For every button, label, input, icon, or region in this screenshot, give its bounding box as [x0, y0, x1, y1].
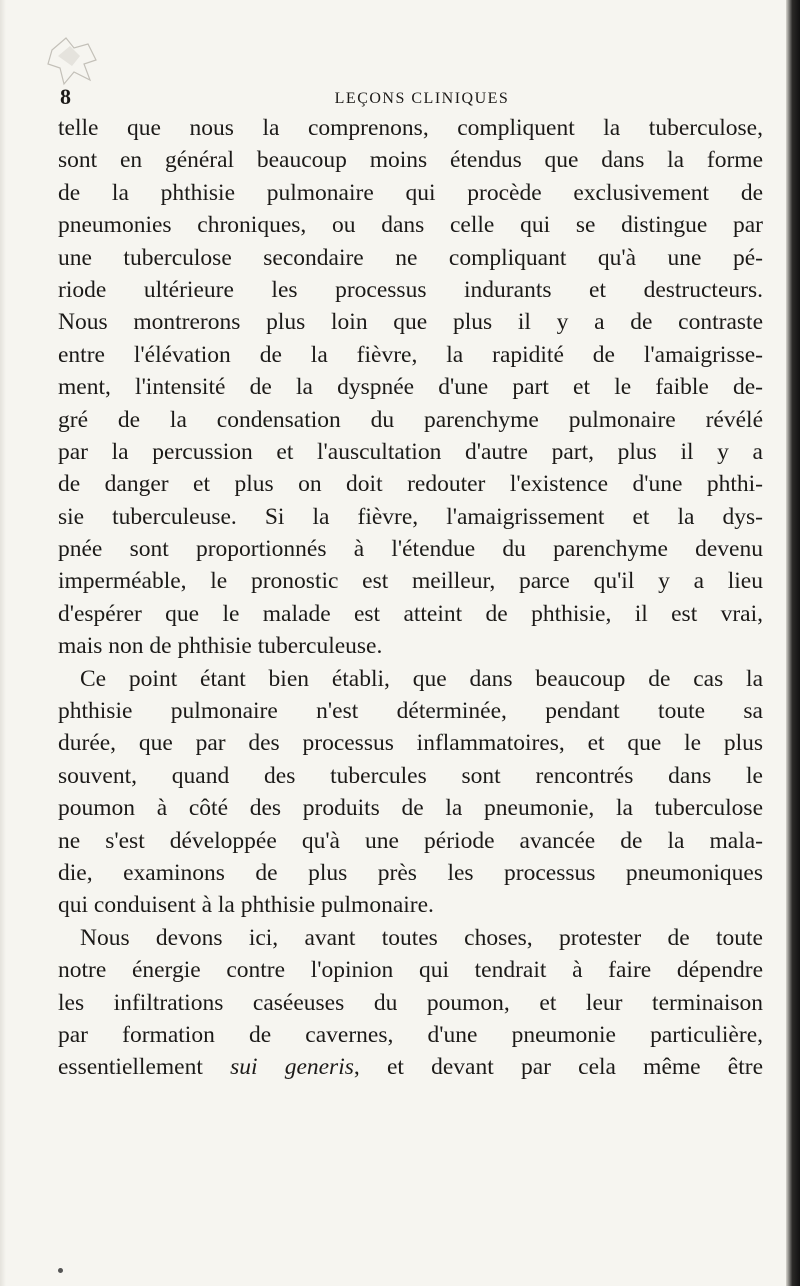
running-head: LEÇONS CLINIQUES — [334, 90, 510, 107]
text-line: Nous devons ici, avant toutes choses, protester de toute — [80, 924, 763, 951]
paragraph-1 — [58, 112, 763, 663]
text-line: telle que nous la comprenons, compliquent la tuberculose, — [58, 115, 763, 141]
text-line: une tuberculose secondaire ne compliquant qu'à une pé- — [58, 244, 763, 271]
text-line: de la phthisie pulmonaire qui procède exclusivement de — [58, 179, 763, 206]
text-line: notre énergie contre l'opinion qui tendrait à faire dépendre — [58, 957, 763, 984]
text-line: poumon à côté des produits de la pneumonie, la tuberculose — [58, 795, 763, 822]
text-segment: essentiellement — [58, 1054, 231, 1081]
paragraph-2 — [58, 663, 763, 922]
text-line: riode ultérieure les processus indurants et destructeurs. — [58, 276, 763, 303]
text-line-with-italic — [58, 1051, 763, 1083]
text-line: d'espérer que le malade est atteint de phthisie, il est vrai, — [58, 600, 763, 627]
text-line: Nous montrerons plus loin que plus il y a de contraste — [58, 309, 763, 336]
text-line: par la percussion et l'auscultation d'autre part, plus il y a — [58, 438, 763, 465]
text-line: de danger et plus on doit redouter l'existence d'une phthi- — [58, 471, 763, 498]
text-line: gré de la condensation du parenchyme pulmonaire révélé — [58, 406, 763, 433]
page-left-edge — [0, 0, 6, 1286]
text-line: pnée sont proportionnés à l'étendue du parenchyme devenu — [58, 536, 763, 563]
text-line: sie tuberculeuse. Si la fièvre, l'amaigrissement et la dys- — [58, 503, 763, 530]
text-line: phthisie pulmonaire n'est déterminée, pendant toute sa — [58, 698, 763, 725]
text-line: les infiltrations caséeuses du poumon, et leur terminaison — [58, 989, 763, 1016]
text-line: mais non de phthisie tuberculeuse. — [58, 633, 383, 660]
text-line: sont en général beaucoup moins étendus que dans la forme — [58, 147, 763, 174]
text-line: Ce point étant bien établi, que dans beaucoup de cas la — [80, 665, 763, 692]
text-line: imperméable, le pronostic est meilleur, parce qu'il y a lieu — [58, 568, 763, 595]
paragraph-3 — [58, 922, 763, 1084]
text-line: pneumonies chroniques, ou dans celle qui se distingue par — [58, 212, 763, 239]
page-right-edge — [786, 0, 800, 1286]
page-number: 8 — [60, 84, 71, 109]
text-line: par formation de cavernes, d'une pneumonie particulière, — [58, 1021, 763, 1048]
text-line: qui conduisent à la phthisie pulmonaire. — [58, 892, 434, 919]
text-line: ment, l'intensité de la dyspnée d'une part et le faible de- — [58, 374, 763, 401]
italic-phrase: sui generis — [230, 1054, 354, 1081]
body-text — [58, 112, 763, 1084]
text-line: durée, que par des processus inflammatoires, et que le plus — [58, 730, 763, 757]
text-line: souvent, quand des tubercules sont rencontrés dans le — [58, 762, 763, 789]
text-line: entre l'élévation de la fièvre, la rapidité de l'amaigrisse- — [58, 341, 763, 368]
page-header — [60, 80, 760, 110]
text-segment: , et devant par cela même être — [353, 1054, 763, 1081]
ink-dot-mark — [58, 1268, 63, 1273]
text-line: die, examinons de plus près les processus pneumoniques — [58, 859, 763, 886]
text-line: ne s'est développée qu'à une période avancée de la mala- — [58, 827, 763, 854]
